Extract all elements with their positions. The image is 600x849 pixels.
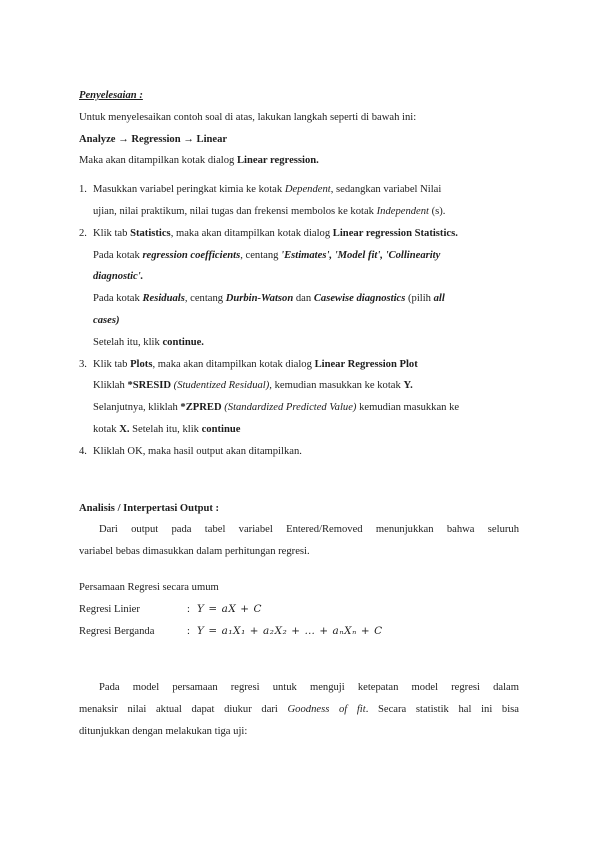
step-2-line-6 [93, 332, 519, 354]
text-bold: Statistics [130, 227, 171, 239]
step-2 [79, 223, 519, 354]
intro-line: Untuk menyelesaikan contoh soal di atas, lakukan langkah seperti di bawah ini: [79, 111, 417, 123]
text: . Secara statistik hal ini bisa [365, 704, 519, 716]
equation-multiple [79, 621, 519, 643]
dialog-prefix: Maka akan ditampilkan kotak dialog [79, 155, 237, 167]
step-2-line-3: diagnostic'. [93, 271, 144, 283]
text-bold-italic: all [433, 293, 445, 305]
text: , sedangkan variabel Nilai [330, 184, 442, 196]
step-4-line-1: Kliklah OK, maka hasil output akan ditampilkan. [93, 445, 302, 457]
text-bold-italic: Casewise diagnostics [313, 293, 406, 305]
text: kemudian masukkan ke kotak [271, 380, 404, 392]
step-2-line-2 [93, 245, 519, 267]
goodness-paragraph-line-3: ditunjukkan dengan melakukan tiga uji: [79, 725, 248, 737]
text: menaksir nilai aktual dapat diukur dari [79, 704, 288, 716]
text-bold: continue. [162, 336, 204, 348]
spacer [79, 563, 519, 577]
text: , maka akan ditampilkan kotak dialog [170, 227, 333, 239]
dialog-line [79, 150, 519, 172]
text: Selanjutnya, kliklah [93, 402, 181, 414]
equations-title: Persamaan Regresi secara umum [79, 581, 219, 593]
step-3 [79, 354, 519, 441]
text-italic: Independent [376, 205, 429, 217]
step-number: 4. [79, 445, 87, 457]
text: dan [293, 293, 314, 305]
equation-label: Regresi Berganda [79, 625, 155, 637]
step-3-line-1 [93, 354, 519, 376]
step-4 [79, 441, 519, 463]
text: (s). [428, 205, 446, 217]
analysis-paragraph-line-2: variabel bebas dimasukkan dalam perhitungan regresi. [79, 546, 310, 558]
text: kemudian masukkan ke [356, 402, 460, 414]
text: Setelah itu, klik [129, 423, 202, 435]
step-2-line-4 [93, 288, 519, 310]
equation-colon: : [187, 603, 190, 615]
dialog-name: Linear regression. [236, 155, 319, 167]
text-bold: Linear regression Statistics. [332, 227, 458, 239]
text-italic: Goodness of fit [287, 704, 366, 716]
text: Kliklah [93, 380, 128, 392]
text: Pada kotak [93, 249, 143, 261]
menu-path: Analyze → Regression → Linear [79, 133, 228, 145]
step-3-line-4 [93, 419, 519, 441]
equation-linear [79, 599, 519, 621]
step-number: 1. [79, 184, 87, 196]
text-bold: Plots [130, 358, 153, 370]
steps-list [79, 179, 519, 462]
equation-formula: Y = aX + C [197, 602, 263, 615]
text: ujian, nilai praktikum, nilai tugas dan frekensi membolos ke kotak [93, 205, 377, 217]
step-1-line-1 [93, 179, 519, 201]
text-bold: continue [201, 423, 241, 435]
text-bold-italic: regression coefficients [142, 249, 241, 261]
equation-label: Regresi Linier [79, 603, 140, 615]
text-italic: (Standardized Predicted Value) [221, 402, 357, 414]
equation-formula: Y = a₁X₁ + a₂X₂ + … + aₙXₙ + C [197, 624, 383, 637]
text-bold-italic: Durbin-Watson [225, 293, 294, 305]
equation-colon: : [187, 625, 190, 637]
document-content [79, 85, 519, 743]
analysis-paragraph-line-1: Dari output pada tabel variabel Entered/Removed menunjukkan bahwa seluruh [99, 524, 519, 536]
text-bold: Y. [403, 380, 413, 392]
text-bold-italic: 'Estimates', 'Model fit', 'Collinearity [281, 249, 441, 261]
text: Pada kotak [93, 293, 143, 305]
goodness-paragraph-line-2 [79, 699, 519, 721]
text-bold: X. [119, 423, 130, 435]
step-number: 2. [79, 227, 87, 239]
text: Klik tab [93, 358, 131, 370]
step-1 [79, 179, 519, 223]
text-italic: Dependent [284, 184, 331, 196]
text-bold-italic: Residuals [142, 293, 185, 305]
analysis-heading: Analisis / Interpertasi Output : [79, 502, 220, 514]
text: (pilih [405, 293, 434, 305]
spacer [79, 642, 519, 677]
text-bold: Linear Regression Plot [314, 358, 418, 370]
step-3-line-2 [93, 375, 519, 397]
text-italic: (Studentized Residual), [171, 380, 272, 392]
goodness-paragraph-line-1: Pada model persamaan regresi untuk menguji ketepatan model regresi dalam [99, 682, 519, 694]
text: , centang [240, 249, 282, 261]
step-3-line-3 [93, 397, 519, 419]
text-bold: *ZPRED [180, 402, 222, 414]
step-2-line-5: cases) [93, 314, 120, 326]
step-number: 3. [79, 358, 87, 370]
spacer [79, 463, 519, 498]
text-bold: *SRESID [127, 380, 172, 392]
text: kotak [93, 423, 120, 435]
step-1-line-2 [93, 201, 519, 223]
text: , maka akan ditampilkan kotak dialog [152, 358, 315, 370]
text: Setelah itu, klik [93, 336, 163, 348]
text: Klik tab [93, 227, 131, 239]
step-2-line-1 [93, 223, 519, 245]
text: Masukkan variabel peringkat kimia ke kotak [93, 184, 285, 196]
heading-penyelesaian: Penyelesaian : [79, 90, 143, 101]
text: , centang [184, 293, 226, 305]
